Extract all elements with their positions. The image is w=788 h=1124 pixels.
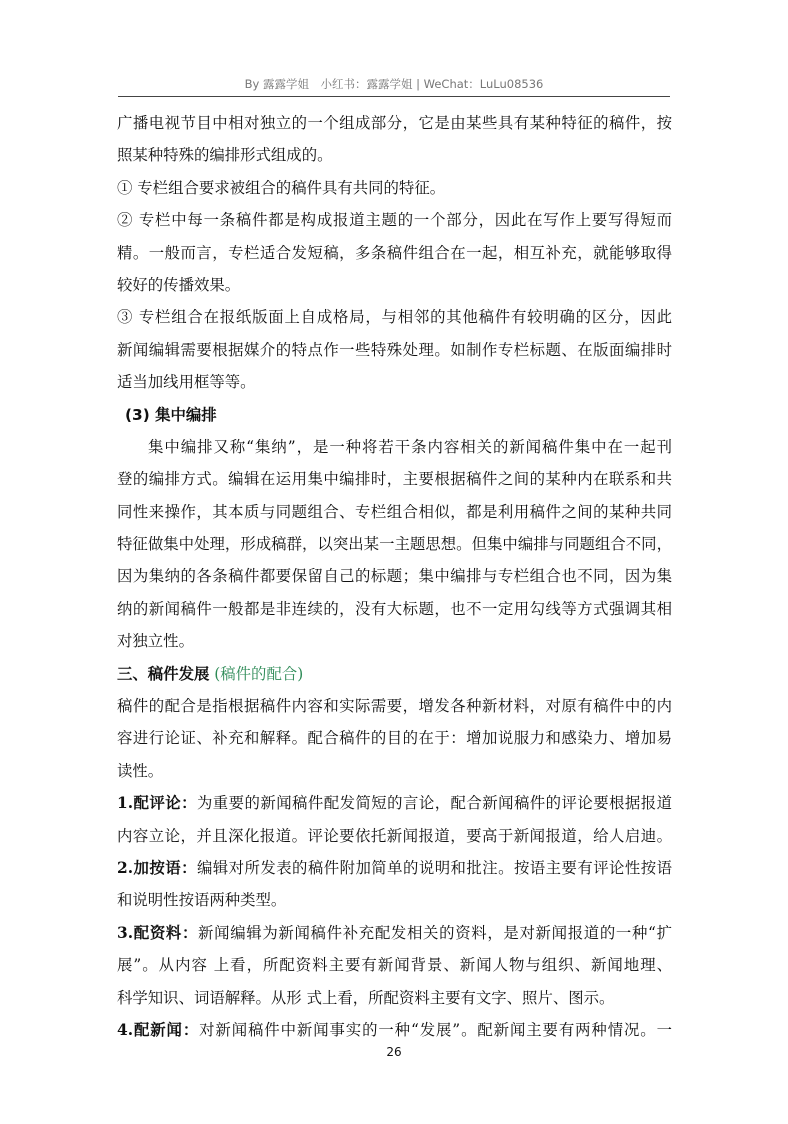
item-label: 4.配新闻： xyxy=(117,1020,200,1039)
text-line: 科学知识、词语解释。从形 式上看，所配资料主要有文字、照片、图示。 xyxy=(117,988,615,1007)
text-line: 广播电视节目中相对独立的一个组成部分，它是由某些具有某种特征的稿件，按 xyxy=(117,114,672,132)
item-3 xyxy=(117,917,672,949)
text-line: 纳的新闻稿件一般都是非连续的，没有大标题，也不一定用勾线等方式强调其相 xyxy=(117,599,672,618)
text-line: 因为集纳的各条稿件都要保留自己的标题；集中编排与专栏组合也不同，因为集 xyxy=(117,567,672,586)
item-text: 对新闻稿件中新闻事实的一种“发展”。配新闻主要有两种情况。一 xyxy=(199,1020,672,1039)
text-line: 特征做集中处理，形成稿群，以突出某一主题思想。但集中编排与同题组合不同， xyxy=(117,535,672,554)
text-line: 登的编排方式。编辑在运用集中编排时，主要根据稿件之间的某种内在联系和共 xyxy=(117,470,672,489)
text-line: 适当加线用框等等。 xyxy=(117,373,256,392)
section-title: 三、稿件发展 xyxy=(117,664,210,683)
text-line: 集中编排又称“集纳”，是一种将若干条内容相关的新闻稿件集中在一起刊 xyxy=(148,437,672,456)
item-4 xyxy=(117,1014,672,1046)
section-subtitle: (稿件的配合) xyxy=(214,664,304,683)
text-line: 对独立性。 xyxy=(117,632,194,651)
text-line: 精。一般而言，专栏适合发短稿，多条稿件组合在一起，相互补充，就能够取得 xyxy=(117,243,672,262)
item-text: 编辑对所发表的稿件附加简单的说明和批注。按语主要有评论性按语 xyxy=(196,858,672,877)
item-label: 2.加按语： xyxy=(117,858,197,877)
text-line: 新闻编辑需要根据媒介的特点作一些特殊处理。如制作专栏标题、在版面编排时 xyxy=(117,340,672,359)
document-body xyxy=(117,107,672,1046)
text-line: 较好的传播效果。 xyxy=(117,275,241,294)
section-heading-3: (3) 集中编排 xyxy=(125,405,217,424)
text-line: 同性来操作，其本质与同题组合、专栏组合相似，都是利用稿件之间的某种共同 xyxy=(117,502,672,521)
header-divider xyxy=(118,96,670,97)
text-line: 和说明性按语两种类型。 xyxy=(117,891,287,910)
item-text: 新闻编辑为新闻稿件补充配发相关的资料，是对新闻报道的一种“扩 xyxy=(198,923,672,942)
item-label: 1.配评论： xyxy=(117,794,197,813)
text-line: 稿件的配合是指根据稿件内容和实际需要，增发各种新材料，对原有稿件中的内 xyxy=(117,697,672,716)
text-line: 读性。 xyxy=(117,761,164,780)
item-text: 为重要的新闻稿件配发简短的言论，配合新闻稿件的评论要根据报道 xyxy=(196,794,672,813)
text-line: 内容立论，并且深化报道。评论要依托新闻报道，要高于新闻报道，给人启迪。 xyxy=(117,826,672,845)
section-heading xyxy=(117,658,672,690)
page-header: By 露露学姐 小红书：露露学姐 | WeChat：LuLu08536 xyxy=(244,77,544,91)
text-line: 容进行论证、补充和解释。配合稿件的目的在于：增加说服力和感染力、增加易 xyxy=(117,729,672,748)
item-2 xyxy=(117,852,672,884)
list-item-2: ② 专栏中每一条稿件都是构成报道主题的一个部分，因此在写作上要写得短而 xyxy=(117,211,672,230)
text-line: 照某种特殊的编排形式组成的。 xyxy=(117,146,333,165)
page-number: 26 xyxy=(386,1045,402,1059)
list-item-1: ① 专栏组合要求被组合的稿件具有共同的特征。 xyxy=(117,178,446,197)
item-label: 3.配资料： xyxy=(117,923,199,942)
text-line: 展”。从内容 上看，所配资料主要有新闻背景、新闻人物与组织、新闻地理、 xyxy=(117,956,672,975)
item-1 xyxy=(117,787,672,819)
list-item-3: ③ 专栏组合在报纸版面上自成格局，与相邻的其他稿件有较明确的区分，因此 xyxy=(117,308,672,327)
